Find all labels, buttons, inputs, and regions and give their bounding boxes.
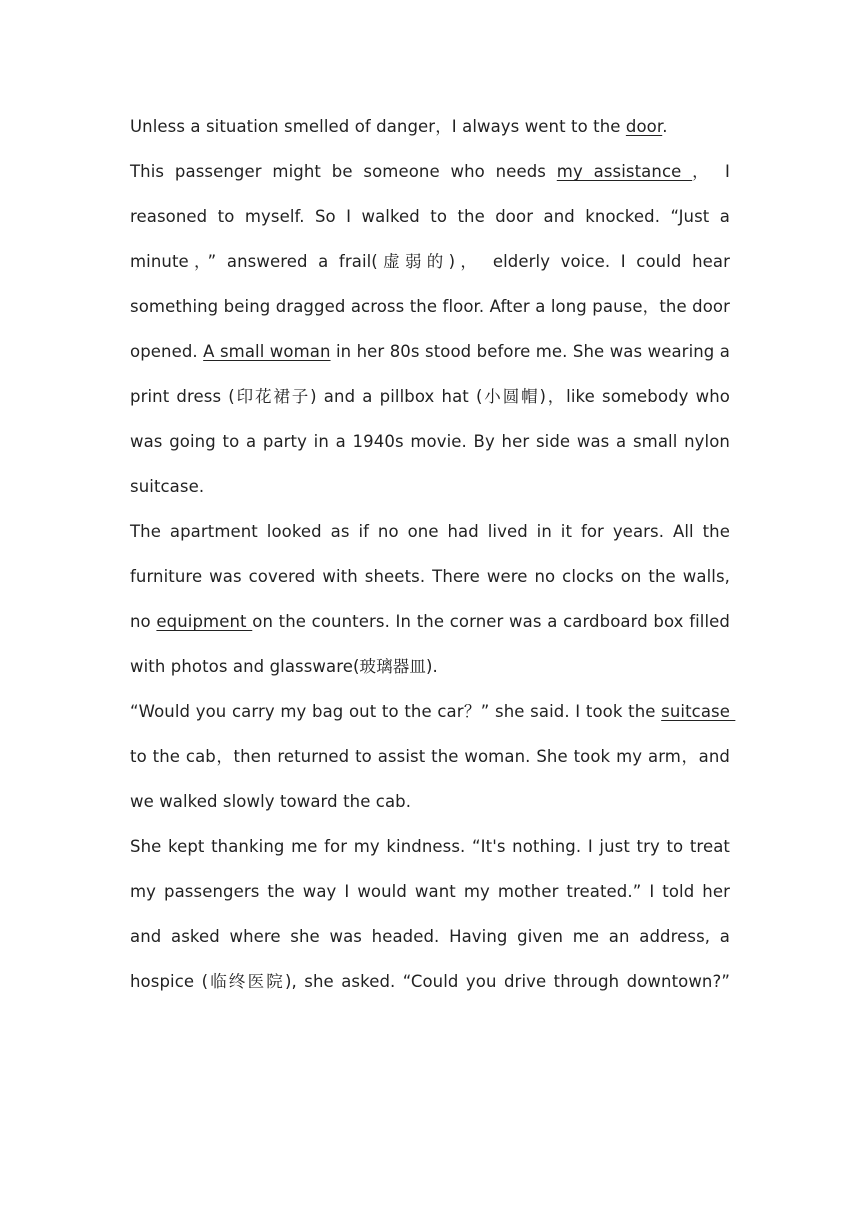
underlined-phrase-my-assistance: my assistance (556, 162, 693, 181)
underlined-word-equipment: equipment (156, 612, 253, 631)
paragraph-1 (130, 104, 730, 149)
underlined-word-suitcase: suitcase (661, 702, 736, 721)
paragraph-5 (130, 824, 730, 1004)
underlined-word-door: door (625, 117, 663, 136)
paragraph-3-text-a: The apartment looked as if no one had lived in it for years. All the furniture was covered with sheets. There were no clocks on the walls, no (130, 522, 730, 631)
underlined-phrase-a-small-woman: A small woman (203, 342, 331, 361)
paragraph-2-text-a: This passenger might be someone who needs (130, 162, 557, 181)
paragraph-2-text-b: ， I reasoned to myself. So I walked to the door and knocked. “Just a minute，” answered a frail(虚弱的)， elderly voice. I could hear something being dragged across the floor. After a long pause，the door opened. (130, 162, 730, 361)
paragraph-2 (130, 149, 730, 509)
paragraph-1-text-a: Unless a situation smelled of danger，I always went to the (130, 117, 626, 136)
passage-text (130, 104, 736, 1004)
paragraph-3 (130, 509, 730, 689)
paragraph-3-text-b: on the counters. In the corner was a cardboard box filled with photos and glassware(玻璃器皿). (130, 612, 730, 676)
paragraph-1-text-b: . (662, 117, 668, 136)
paragraph-2-text-c: in her 80s stood before me. She was wearing a print dress (印花裙子) and a pillbox hat (小圆帽)，like somebody who was going to a party in a 1940s movie. By her side was a small nylon suitcase. (130, 342, 730, 496)
paragraph-4-text-a: “Would you carry my bag out to the car？” she said. I took the (130, 702, 662, 721)
paragraph-4-text-b: to the cab，then returned to assist the woman. She took my arm，and we walked slowly toward the cab. (130, 747, 730, 811)
paragraph-5-text: She kept thanking me for my kindness. “It's nothing. I just try to treat my passengers the way I would want my mother treated.” I told her and asked where she was headed. Having given me an address, a hospice (临终医院), she asked. “Could you drive through downtown?” (130, 837, 730, 991)
paragraph-4 (130, 689, 736, 824)
